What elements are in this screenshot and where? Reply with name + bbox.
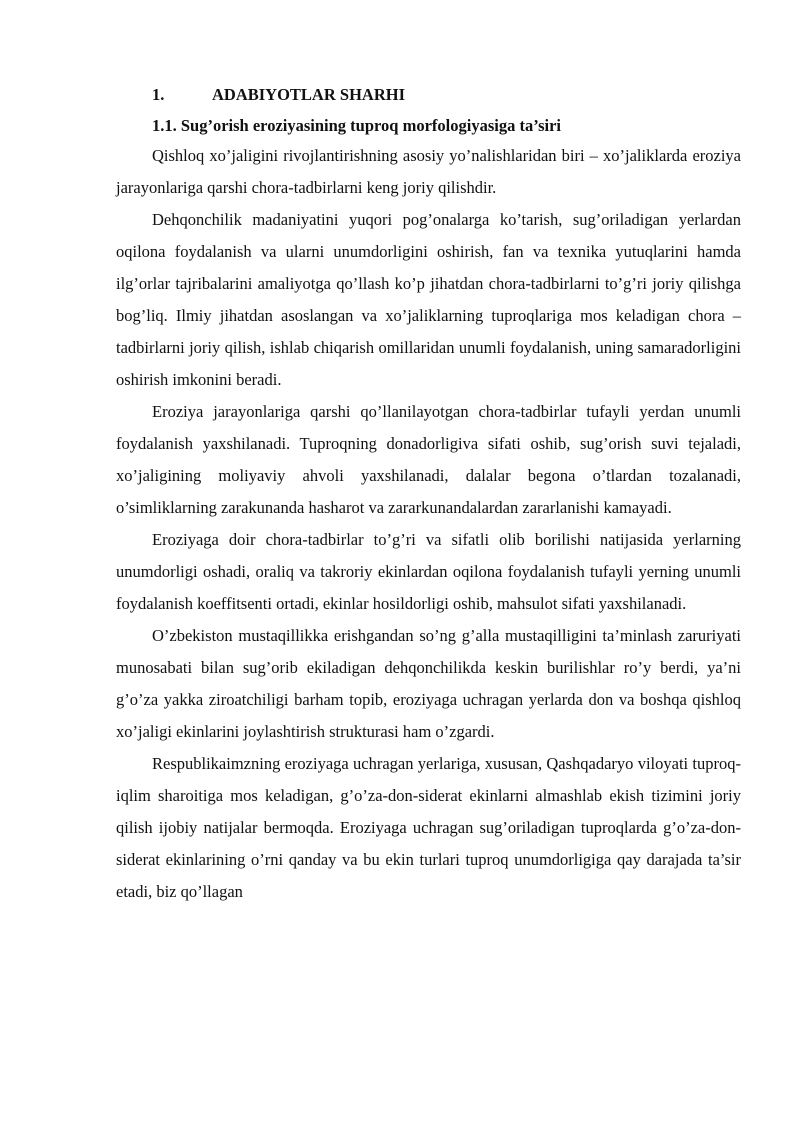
paragraph: O’zbekiston mustaqillikka erishgandan so’ng g’alla mustaqilligini ta’minlash zaruriyati munosabati bilan sug’orib ekiladigan dehqonchilikda keskin burilishlar ro’y berdi, ya’ni g’o’za yakka ziroatchiligi barham topib, eroziyaga uchragan yerlarda don va boshqa qishloq xo’jaligi ekinlarini joylashtirish strukturasi ham o’zgardi. [116,626,741,741]
paragraph: Respublikaimzning eroziyaga uchragan yerlariga, xususan, Qashqadaryo viloyati tuproq-iqlim sharoitiga mos keladigan, g’o’za-don-siderat ekinlarni almashlab ekish tizimini joriy qilish ijobiy natijalar bermoqda. Eroziyaga uchragan sug’oriladigan tuproqlarda g’o’za-don-siderat ekinlarining o’rni qanday va bu ekin turlari tuproq unumdorligiga qay darajada ta’sir etadi, biz qo’llagan [116,754,741,901]
section-heading [116,83,741,107]
paragraph: Eroziya jarayonlariga qarshi qo’llanilayotgan chora-tadbirlar tufayli yerdan unumli foydalanish yaxshilanadi. Tuproqning donadorligiva sifati oshib, sug’orish suvi tejaladi, xo’jaligining moliyaviy ahvoli yaxshilanadi, dalalar begona o’tlardan tozalanadi, o’simliklarning zarakunanda hasharot va zararkunandalardan zararlanishi kamayadi. [116,402,741,517]
paragraph: Eroziyaga doir chora-tadbirlar to’g’ri va sifatli olib borilishi natijasida yerlarning unumdorligi oshadi, oraliq va takroriy ekinlardan oqilona foydalanish tufayli yerning unumli foydalanish koeffitsenti ortadi, ekinlar hosildorligi oshib, mahsulot sifati yaxshilanadi. [116,530,741,613]
subsection-heading: 1.1. Sug’orish eroziyasining tuproq morfologiyasiga ta’siri [152,116,562,135]
paragraph: Qishloq xo’jaligini rivojlantirishning asosiy yo’nalishlaridan biri – xo’jaliklarda eroziya jarayonlariga qarshi chora-tadbirlarni keng joriy qilishdir. [116,146,741,197]
section-number: 1. [152,85,165,104]
page-content [116,83,741,908]
section-title: ADABIYOTLAR SHARHI [212,85,405,104]
paragraph: Dehqonchilik madaniyatini yuqori pog’onalarga ko’tarish, sug’oriladigan yerlardan oqilona foydalanish va ularni unumdorligini oshirish, fan va texnika yutuqlarini hamda ilg’orlar tajribalarini amaliyotga qo’llash ko’p jihatdan chora-tadbirlarni to’g’ri joriy qilishga bog’liq. Ilmiy jihatdan asoslangan va xo’jaliklarning tuproqlariga mos keladigan chora – tadbirlarni joriy qilish, ishlab chiqarish omillaridan unumli foydalanish, uning samaradorligini oshirish imkonini beradi. [116,210,741,389]
